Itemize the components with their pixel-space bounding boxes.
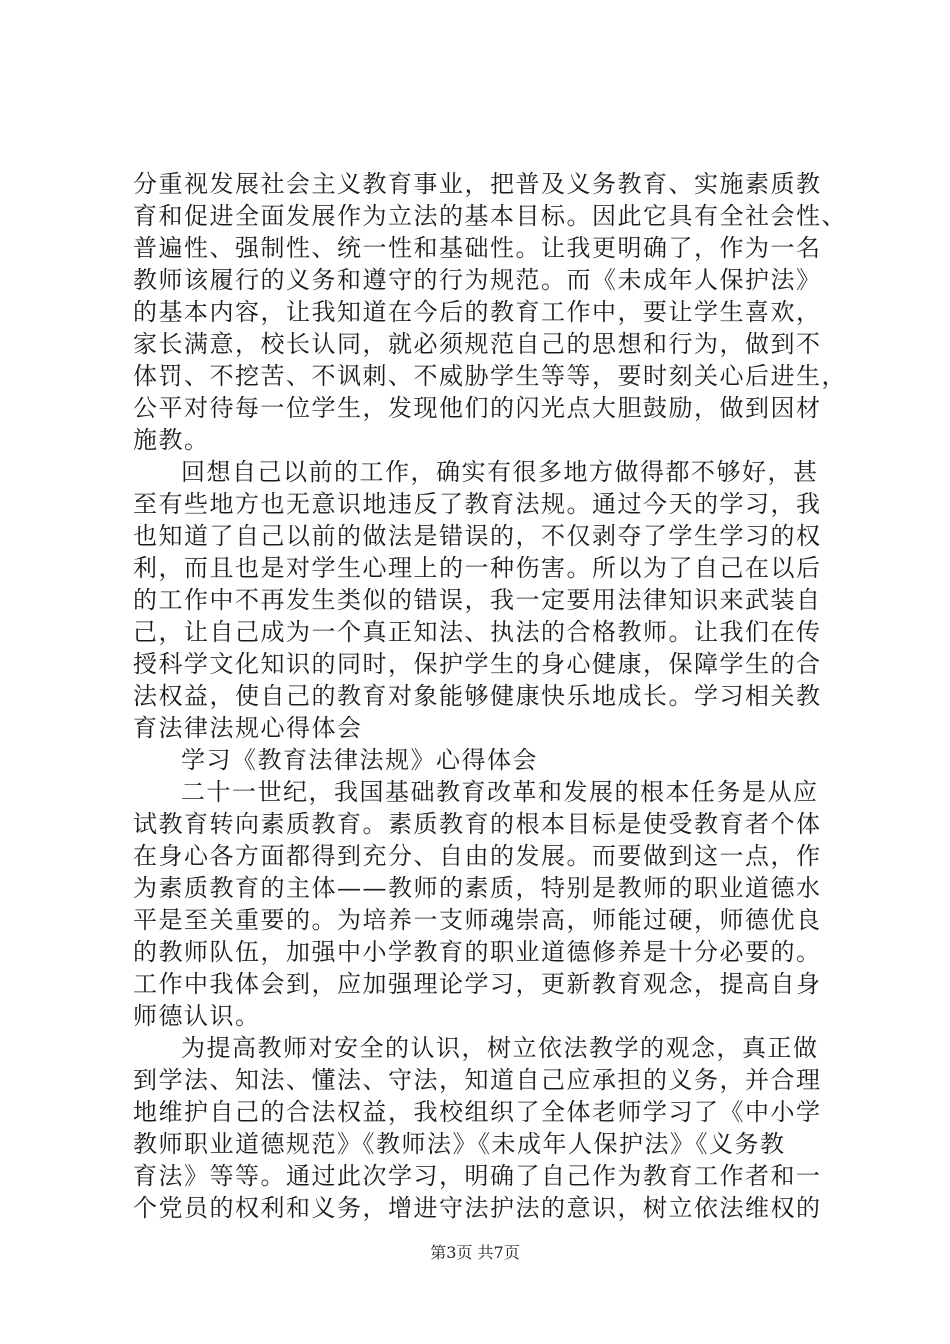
text-line: 至有些地方也无意识地违反了教育法规。通过今天的学习，我 (133, 490, 822, 518)
text-line: 育和促进全面发展作为立法的基本目标。因此它具有全社会性、 (133, 202, 847, 230)
text-line: 的教师队伍，加强中小学教育的职业道德修养是十分必要的。 (133, 938, 822, 966)
text-line: 也知道了自己以前的做法是错误的，不仅剥夺了学生学习的权 (133, 522, 822, 550)
paragraph (133, 456, 833, 744)
text-line: 教师该履行的义务和遵守的行为规范。而《未成年人保护法》 (133, 266, 822, 294)
text-line: 工作中我体会到，应加强理论学习，更新教育观念，提高自身 (133, 970, 822, 998)
paragraph (133, 744, 833, 776)
text-line: 普遍性、强制性、统一性和基础性。让我更明确了，作为一名 (133, 234, 822, 262)
text-line: 平是至关重要的。为培养一支师魂崇高，师能过硬，师德优良 (133, 906, 822, 934)
text-line: 教师职业道德规范》《教师法》《未成年人保护法》《义务教 (133, 1130, 786, 1158)
text-line: 为提高教师对安全的认识，树立依法教学的观念，真正做 (181, 1034, 819, 1062)
text-line: 育法》等等。通过此次学习，明确了自己作为教育工作者和一 (133, 1162, 822, 1190)
paragraph (133, 1032, 833, 1224)
text-line: 的工作中不再发生类似的错误，我一定要用法律知识来武装自 (133, 586, 822, 614)
text-line: 法权益，使自己的教育对象能够健康快乐地成长。学习相关教 (133, 682, 822, 710)
text-line: 家长满意，校长认同，就必须规范自己的思想和行为，做到不 (133, 330, 822, 358)
text-line: 二十一世纪，我国基础教育改革和发展的根本任务是从应 (181, 778, 819, 806)
text-line: 师德认识。 (133, 1002, 261, 1030)
text-line: 己，让自己成为一个真正知法、执法的合格教师。让我们在传 (133, 618, 822, 646)
text-line: 施教。 (133, 426, 210, 454)
text-line: 分重视发展社会主义教育事业，把普及义务教育、实施素质教 (133, 170, 822, 198)
page-footer: 第3页 共7页 (430, 1243, 520, 1262)
text-line: 学习《教育法律法规》心得体会 (181, 746, 538, 774)
text-line: 授科学文化知识的同时，保护学生的身心健康，保障学生的合 (133, 650, 822, 678)
text-line: 公平对待每一位学生，发现他们的闪光点大胆鼓励，做到因材 (133, 394, 822, 422)
text-line: 在身心各方面都得到充分、自由的发展。而要做到这一点，作 (133, 842, 822, 870)
text-line: 育法律法规心得体会 (133, 714, 363, 742)
text-line: 个党员的权利和义务，增进守法护法的意识，树立依法维权的 (133, 1194, 822, 1222)
text-line: 为素质教育的主体——教师的素质，特别是教师的职业道德水 (133, 874, 822, 902)
document-body (133, 168, 847, 1224)
text-line: 试教育转向素质教育。素质教育的根本目标是使受教育者个体 (133, 810, 822, 838)
text-line: 体罚、不挖苦、不讽刺、不威胁学生等等，要时刻关心后进生， (133, 362, 847, 390)
text-line: 到学法、知法、懂法、守法，知道自己应承担的义务，并合理 (133, 1066, 822, 1094)
text-line: 地维护自己的合法权益，我校组织了全体老师学习了《中小学 (133, 1098, 822, 1126)
text-line: 利，而且也是对学生心理上的一种伤害。所以为了自己在以后 (133, 554, 822, 582)
paragraph (133, 168, 847, 456)
text-line: 回想自己以前的工作，确实有很多地方做得都不够好，甚 (181, 458, 819, 486)
text-line: 的基本内容，让我知道在今后的教育工作中，要让学生喜欢， (133, 298, 822, 326)
paragraph (133, 776, 833, 1032)
